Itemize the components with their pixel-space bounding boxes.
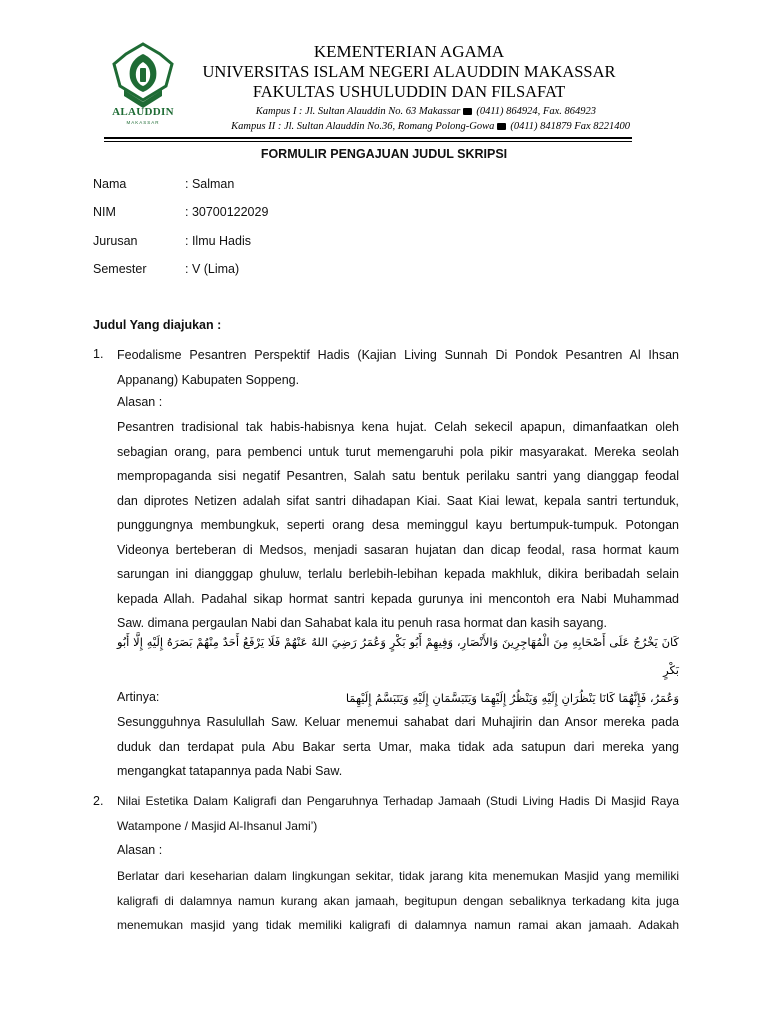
campus-1-phone: (0411) 864924, Fax. 864923 — [476, 106, 596, 117]
identity-value: : Salman — [185, 177, 235, 191]
arabic-line: كَانَ يَخْرُجُ عَلَى أَصْحَابِهِ مِنَ الْمُهَاجِرِينَ وَالأَنْصَارِ، وَفِيهِمْ أَبُو بَكْرٍ وَعُمَرُ رَضِيَ اللهُ عَنْهُمْ فَلَا يَرْفَعُ أَحَدٌ مِنْهُمْ بَصَرَهُ إِلَيْهِ إِلَّا أَبُو بَكْرٍ — [117, 635, 679, 677]
campus-2-address — [186, 119, 632, 134]
arabic-line: وَعُمَرُ، فَإِنَّهُمَا كَانَا يَنْظُرَانِ إِلَيْهِ وَيَنْظُرُ إِلَيْهِمَا وَيَتَبَسَّمَانِ إِلَيْهِ وَيَتَبَسَّمُ إِلَيْهِمَا — [345, 691, 679, 705]
item-2-reason-label: Alasan : — [117, 843, 163, 857]
meaning-line: Sesungguhnya Rasulullah Saw. Keluar menemui sahabat dari Muhajirin dan Ansor mereka pada — [117, 715, 679, 729]
campus-1-street: Kampus I : Jl. Sultan Alauddin No. 63 Makassar — [255, 106, 461, 117]
ministry-name: KEMENTERIAN AGAMA — [313, 42, 505, 61]
item-2-reason — [117, 864, 679, 938]
university-name: UNIVERSITAS ISLAM NEGERI ALAUDDIN MAKASSAR — [202, 62, 616, 81]
item-1-meaning-label: Artinya: — [117, 690, 160, 704]
hadith-arabic-text — [117, 628, 679, 712]
alauddin-emblem-icon — [102, 40, 184, 110]
identity-label: Nama — [93, 177, 127, 191]
item-2-number: 2. — [93, 794, 104, 808]
reason-line: Saw. dimana pergaulan Nabi dan Sahabat kala itu penuh rasa hormat dan kasih sayang. — [117, 616, 607, 630]
title-line: Nilai Estetika Dalam Kaligrafi dan Pengaruhnya Terhadap Jamaah (Studi Living Hadis Di Masjid Raya — [117, 794, 679, 808]
reason-line: mempropaganda sisi negatif Pesantren, Salah satu bentuk perilaku santri yang dianggap feodal — [117, 469, 679, 483]
campus-2-phone: (0411) 841879 Fax 8221400 — [510, 121, 630, 132]
title-line: Appanang) Kabupaten Soppeng. — [117, 372, 300, 387]
phone-icon — [497, 123, 506, 130]
letterhead — [186, 42, 632, 134]
item-1-title — [117, 343, 679, 392]
reason-line: sebagian orang, para pembenci untuk turut memengaruhi pola pikir masyarakat. Mereka seolah — [117, 444, 679, 459]
university-logo — [102, 40, 184, 132]
identity-label: Semester — [93, 262, 147, 276]
item-1-number: 1. — [93, 347, 104, 361]
reason-line: kaligrafi di dalamnya namun kurang akan jamaah, begitupun dengan sebaliknya terkadang kita juga — [117, 893, 679, 908]
reason-line: punggungnya membungkuk, seperti orang desa meminggul kayu bertumpuk-tumpuk. Potongan — [117, 518, 679, 532]
item-2-title — [117, 789, 679, 838]
reason-line: dan diprotes Netizen adalah sifat santri dihadapan Kiai. Saat Kiai lewat, kepala santri tertunduk, — [117, 493, 679, 508]
letterhead-rule-thin — [104, 141, 632, 142]
faculty-name: FAKULTAS USHULUDDIN DAN FILSAFAT — [252, 82, 566, 101]
identity-value: : Ilmu Hadis — [185, 234, 251, 248]
reason-line: Pesantren tradisional tak habis-habisnya kena hujat. Celah sekecil apapun, dimanfaatkan oleh — [117, 420, 679, 434]
reason-line: menemukan masjid yang tidak memiliki kaligrafi di dalamnya namun ramai akan jamaah. Adakah — [117, 918, 679, 932]
reason-line: Videonya berteberan di Medsos, menjadi sasaran hujatan dan dicap feodal, rasa hormat kaum — [117, 542, 679, 557]
identity-value: : 30700122029 — [185, 205, 269, 219]
identity-label: NIM — [93, 205, 116, 219]
letterhead-rule-thick — [104, 137, 632, 139]
reason-line: Berlatar dari keseharian dalam lingkungan sekitar, tidak jarang kita menemukan Masjid yang memiliki — [117, 869, 679, 883]
identity-value: : V (Lima) — [185, 262, 240, 276]
phone-icon — [463, 108, 472, 115]
item-1-meaning — [117, 710, 679, 784]
reason-line: sarungan ini diangggap ghuluw, terlalu berlebih-lebihan kepada makhluk, dikira beribadah selain — [117, 567, 679, 581]
item-1-reason-label: Alasan : — [117, 395, 163, 409]
logo-name: ALAUDDIN — [112, 106, 174, 118]
form-title: FORMULIR PENGAJUAN JUDUL SKRIPSI — [260, 147, 508, 161]
meaning-line: duduk dan terdapat pula Abu Bakar serta Umar, maka tidak ada satupun dari mereka yang — [117, 739, 679, 754]
reason-line: kepada Allah. Padahal sikap hormat santri kepada gurunya ini mencontoh era Nabi Muhammad — [117, 591, 679, 606]
identity-label: Jurusan — [93, 234, 138, 248]
title-line: Feodalisme Pesantren Perspektif Hadis (Kajian Living Sunnah Di Pondok Pesantren Al Ihsan — [117, 348, 679, 362]
campus-2-street: Kampus II : Jl. Sultan Alauddin No.36, Romang Polong-Gowa — [231, 121, 495, 132]
item-1-reason — [117, 415, 679, 636]
logo-subtitle: MAKASSAR — [126, 120, 160, 125]
campus-1-address — [186, 104, 632, 119]
meaning-line: mengangkat tatapannya pada Nabi Saw. — [117, 764, 343, 778]
section-heading: Judul Yang diajukan : — [93, 318, 222, 332]
title-line: Watampone / Masjid Al-Ihsanul Jami’) — [117, 818, 318, 833]
